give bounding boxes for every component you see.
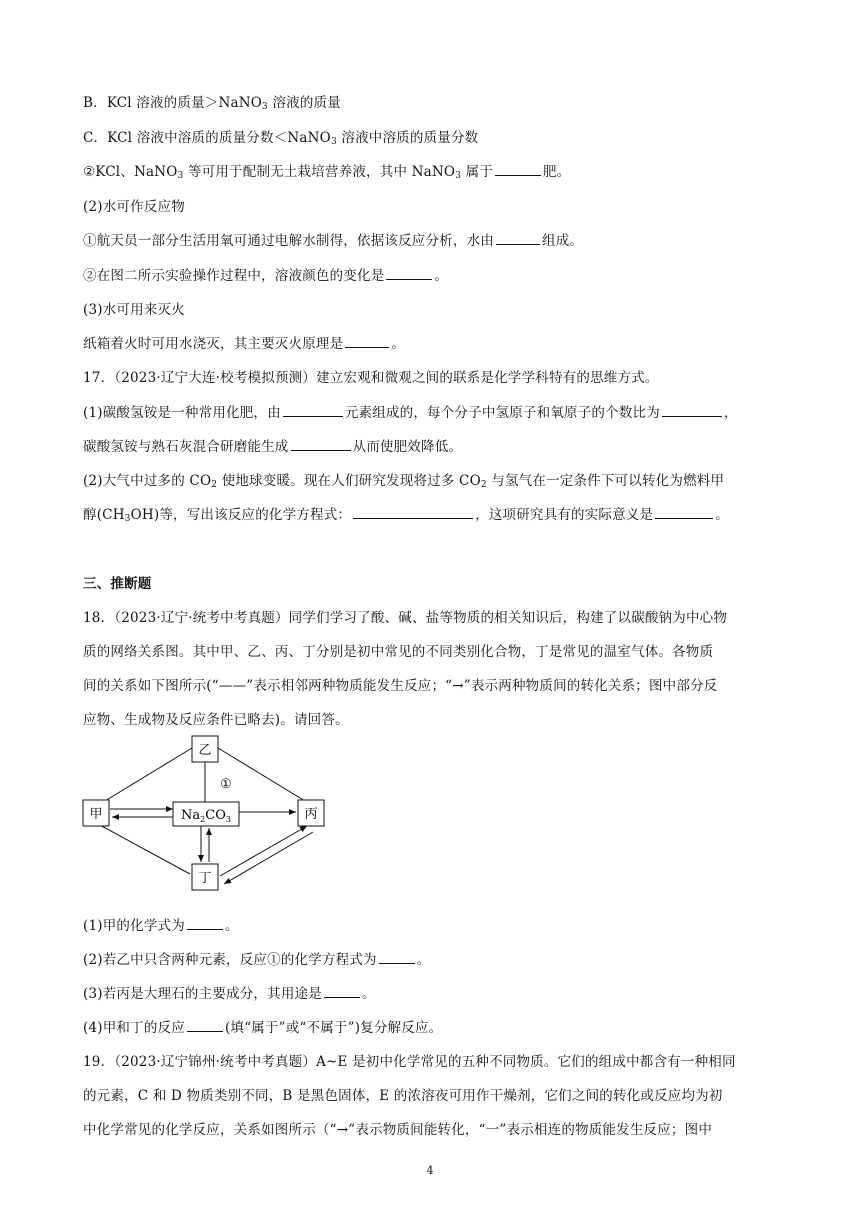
relation-diagram <box>80 734 340 894</box>
subheading: (2)水可作反应物 <box>83 199 185 215</box>
edge-jia-yi <box>100 748 192 804</box>
label-bing: 丙 <box>304 807 318 822</box>
formula-sub: 2 <box>200 815 206 824</box>
question-line <box>83 160 570 181</box>
answer-blank[interactable] <box>353 506 473 519</box>
text: (1)甲的化学式为 <box>83 918 185 934</box>
text: 与氢气在一定条件下可以转化为燃料甲 <box>486 473 725 489</box>
text: 醇(CH <box>83 507 125 523</box>
text: 组成。 <box>542 233 584 249</box>
edge-jia-ding <box>98 824 190 874</box>
text: 碳酸氢铵与熟石灰混合研磨能生成 <box>83 439 289 455</box>
sub-question-2 <box>83 948 430 968</box>
formula-part: CO <box>205 808 226 823</box>
text: 属于 <box>461 164 494 180</box>
subscript: 3 <box>330 137 337 147</box>
text: C．KCl 溶液中溶质的质量分数＜NaNO <box>83 130 331 146</box>
text: (2)大气中过多的 CO <box>83 473 212 489</box>
question-19: 19．（2023·辽宁锦州·统考中考真题）A~E 是初中化学常见的五种不同物质。它们的组成中都含有一种相同 <box>83 1054 736 1070</box>
text: ②KCl、NaNO <box>83 164 178 180</box>
text: ，这项研究具有的实际意义是 <box>475 507 654 523</box>
text: 纸箱着火时可用水浇灭，其主要灭火原理是 <box>83 336 344 352</box>
question-text: 间的关系如下图所示(“——”表示相邻两种物质能发生反应；“→”表示两种物质间的转化关系；图中部分反 <box>83 678 718 694</box>
text: 等可用于配制无土栽培营养液，其中 NaNO <box>183 164 456 180</box>
question-18: 18．（2023·辽宁·统考中考真题）同学们学习了酸、碱、盐等物质的相关知识后，构建了以碳酸钠为中心物 <box>83 610 728 626</box>
formula-part: Na <box>181 808 201 823</box>
text: (1)碳酸氢铵是一种常用化肥，由 <box>83 405 281 421</box>
subscript: 3 <box>124 514 131 524</box>
question-text: 质的网络关系图。其中甲、乙、丙、丁分别是初中常见的不同类别化合物，丁是常见的温室气体。各物质 <box>83 644 714 660</box>
text: 。 <box>434 268 449 284</box>
answer-blank[interactable] <box>291 438 351 451</box>
question-text: 的元素，C 和 D 物质类别不同，B 是黑色固体，E 的浓溶夜可用作干燥剂，它们之间的转化或反应均为初 <box>83 1088 723 1104</box>
answer-blank[interactable] <box>187 1019 223 1032</box>
text: 溶液中溶质的质量分数 <box>336 130 479 146</box>
text: ， <box>723 405 738 421</box>
arrow-ding-to-bing <box>220 826 307 876</box>
subscript: 2 <box>211 480 218 490</box>
question-line <box>83 264 448 284</box>
question-line <box>83 503 729 524</box>
sub-question-1 <box>83 914 239 934</box>
text: (4)甲和丁的反应 <box>83 1020 185 1036</box>
question-17: 17．（2023·辽宁大连·校考模拟预测）建立宏观和微观之间的联系是化学学科特有的思维方式。 <box>83 370 659 386</box>
answer-blank[interactable] <box>345 335 389 348</box>
answer-blank[interactable] <box>662 404 722 417</box>
option-b <box>83 91 341 112</box>
answer-blank[interactable] <box>324 985 360 998</box>
question-text: 中化学常见的化学反应，关系如图所示（“→”表示物质间能转化，“一”表示相连的物质能发生反应；图中 <box>83 1122 713 1138</box>
question-line <box>83 401 738 421</box>
text: 。 <box>391 336 406 352</box>
answer-blank[interactable] <box>496 232 540 245</box>
formula-sub: 3 <box>225 815 231 824</box>
subscript: 3 <box>177 171 184 181</box>
section-heading: 三、推断题 <box>83 576 152 592</box>
label-ding: 丁 <box>198 871 212 886</box>
option-c <box>83 126 478 147</box>
subscript: 3 <box>262 102 268 112</box>
sub-question-3 <box>83 982 376 1002</box>
text: 从而使肥效降低。 <box>352 439 463 455</box>
text: 溶液的质量 <box>267 95 341 111</box>
answer-blank[interactable] <box>283 404 343 417</box>
label-jia: 甲 <box>89 807 103 822</box>
text: (填“属于”或“不属于”)复分解反应。 <box>224 1020 443 1036</box>
text: 。 <box>416 952 431 968</box>
text: OH)等，写出该反应的化学方程式： <box>130 507 352 523</box>
question-line <box>83 332 405 352</box>
page-number: 4 <box>426 1164 434 1177</box>
sub-question-4 <box>83 1016 442 1036</box>
answer-blank[interactable] <box>495 163 541 176</box>
label-yi: 乙 <box>198 743 212 758</box>
label-na2co3 <box>181 808 231 824</box>
question-line <box>83 435 462 455</box>
text: (2)若乙中只含两种元素，反应①的化学方程式为 <box>83 952 377 968</box>
answer-blank[interactable] <box>187 917 223 930</box>
edge-yi-bing <box>218 748 310 804</box>
text: ①航天员一部分生活用氧可通过电解水制得，依据该反应分析，水由 <box>83 233 494 249</box>
question-line <box>83 229 583 249</box>
text: 。 <box>715 507 729 523</box>
text: (3)若丙是大理石的主要成分，其用途是 <box>83 986 322 1002</box>
subheading: (3)水可用来灭火 <box>83 302 185 318</box>
subscript: 2 <box>480 480 487 490</box>
reaction-1-label: ① <box>220 777 232 792</box>
arrow-bing-to-ding <box>224 832 313 884</box>
text: 元素组成的，每个分子中氢原子和氧原子的个数比为 <box>344 405 660 421</box>
text: ②在图二所示实验操作过程中，溶液颜色的变化是 <box>83 268 385 284</box>
subscript: 3 <box>455 171 462 181</box>
text: B．KCl 溶液的质量＞NaNO <box>83 95 263 111</box>
question-text: 应物、生成物及反应条件已略去)。请回答。 <box>83 712 349 728</box>
text: 肥。 <box>543 164 571 180</box>
text: 使地球变暖。现在人们研究发现将过多 CO <box>217 473 481 489</box>
answer-blank[interactable] <box>655 506 713 519</box>
text: 。 <box>361 986 376 1002</box>
answer-blank[interactable] <box>379 951 415 964</box>
text: 。 <box>224 918 239 934</box>
question-line <box>83 469 724 490</box>
answer-blank[interactable] <box>386 267 432 280</box>
